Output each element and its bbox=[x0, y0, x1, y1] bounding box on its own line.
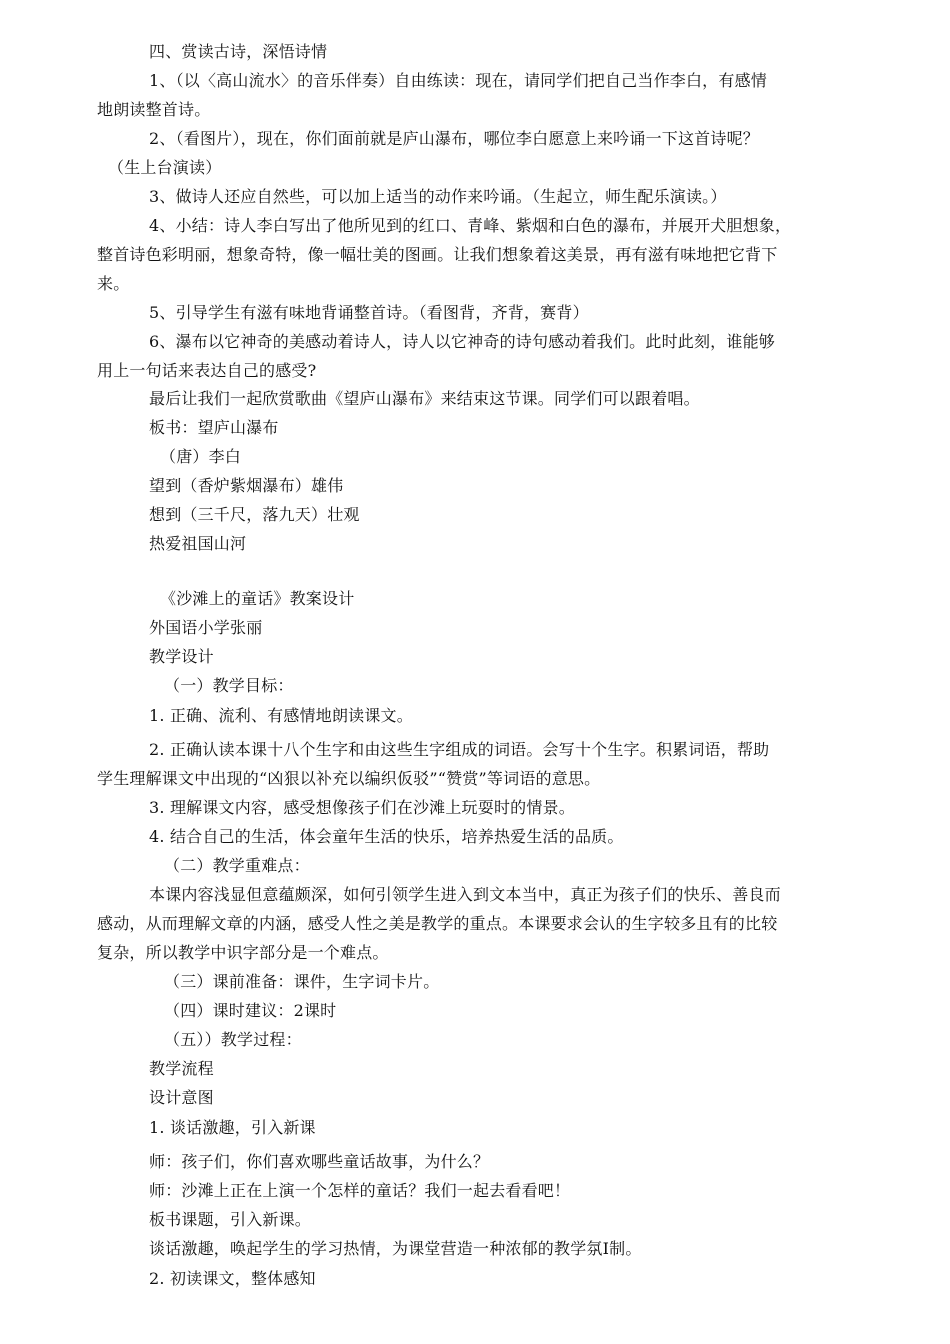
board-topic: 板书课题，引入新课。 bbox=[149, 1210, 312, 1229]
preparation: （三）课前准备：课件，生字词卡片。 bbox=[164, 972, 440, 991]
process-heading: （五））教学过程： bbox=[164, 1030, 302, 1049]
section-heading: 四、赏读古诗，深悟诗情 bbox=[149, 42, 328, 61]
paragraph-6-line-1: 6、瀑布以它神奇的美感动着诗人，诗人以它神奇的诗句感动着我们。此时此刻，谁能够 bbox=[149, 332, 775, 351]
class-hours: （四）课时建议：2课时 bbox=[164, 1001, 337, 1020]
paragraph-4-line-2: 整首诗色彩明丽，想象奇特，像一幅壮美的图画。让我们想象着这美景，再有滋有味地把它背下 bbox=[97, 245, 778, 264]
goal-4: 4. 结合自己的生活，体会童年生活的快乐，培养热爱生活的品质。 bbox=[149, 827, 624, 846]
goal-1: 1. 正确、流利、有感情地朗读课文。 bbox=[149, 706, 413, 725]
flow-heading: 教学流程 bbox=[149, 1059, 214, 1078]
board-line-2: 想到（三千尺，落九天）壮观 bbox=[149, 505, 360, 524]
board-line-1: 望到（香炉紫烟瀑布）雄伟 bbox=[149, 476, 344, 495]
paragraph-1-line-1: 1、（以〈高山流水〉的音乐伴奏）自由练读：现在，请同学们把自己当作李白，有感情 bbox=[149, 71, 767, 90]
key-points-line-2: 感动，从而理解文章的内涵，感受人性之美是教学的重点。本课要求会认的生字较多且有的比较 bbox=[97, 914, 778, 933]
lesson-title: 《沙滩上的童话》教案设计 bbox=[160, 589, 355, 608]
goal-2-line-1: 2. 正确认读本课十八个生字和由这些生字组成的词语。会写十个生字。积累词语，帮助 bbox=[149, 740, 770, 759]
key-points-heading: （二）教学重难点： bbox=[164, 856, 310, 875]
closing-paragraph: 最后让我们一起欣赏歌曲《望庐山瀑布》来结束这节课。同学们可以跟着唱。 bbox=[149, 389, 700, 408]
paragraph-5: 5、引导学生有滋有味地背诵整首诗。（看图背，齐背，赛背） bbox=[149, 303, 589, 322]
board-title: 板书：望庐山瀑布 bbox=[149, 418, 279, 437]
teacher-line-1: 师：孩子们，你们喜欢哪些童话故事，为什么？ bbox=[149, 1152, 490, 1171]
key-points-line-1: 本课内容浅显但意蕴颇深，如何引领学生进入到文本当中，真正为孩子们的快乐、善良而 bbox=[149, 885, 781, 904]
paragraph-4-line-3: 来。 bbox=[97, 274, 130, 293]
goals-heading: （一）教学目标： bbox=[164, 676, 294, 695]
teacher-line-2: 师：沙滩上正在上演一个怎样的童话？我们一起去看看吧！ bbox=[149, 1181, 571, 1200]
step-2: 2. 初读课文，整体感知 bbox=[149, 1269, 316, 1288]
goal-2-line-2: 学生理解课文中出现的“凶狠以补充以编织仮驳”“赞赏”等词语的意思。 bbox=[97, 769, 601, 788]
paragraph-3: 3、做诗人还应自然些，可以加上适当的动作来吟诵。（生起立，师生配乐演读。） bbox=[149, 187, 727, 206]
design-heading: 教学设计 bbox=[149, 647, 214, 666]
paragraph-1-line-2: 地朗读整首诗。 bbox=[97, 100, 211, 119]
talk-intent: 谈话激趣，唤起学生的学习热情，为课堂营造一种浓郁的教学氛I制。 bbox=[149, 1239, 642, 1258]
paragraph-4-line-1: 4、小结：诗人李白写出了他所见到的红口、青峰、紫烟和白色的瀑布，并展开犬胆想象， bbox=[149, 216, 792, 235]
goal-3: 3. 理解课文内容，感受想像孩子们在沙滩上玩耍时的情景。 bbox=[149, 798, 575, 817]
intent-heading: 设计意图 bbox=[149, 1088, 214, 1107]
step-1: 1. 谈话激趣，引入新课 bbox=[149, 1118, 316, 1137]
paragraph-2-line-1: 2、（看图片），现在，你们面前就是庐山瀑布，哪位李白愿意上来吟诵一下这首诗呢？ bbox=[149, 129, 759, 148]
key-points-line-3: 复杂，所以教学中识字部分是一个难点。 bbox=[97, 943, 389, 962]
board-author: （唐）李白 bbox=[160, 447, 242, 466]
lesson-author: 外国语小学张丽 bbox=[149, 618, 263, 637]
paragraph-2-line-2: （生上台演读） bbox=[108, 158, 222, 177]
board-line-3: 热爱祖国山河 bbox=[149, 534, 247, 553]
paragraph-6-line-2: 用上一句话来表达自己的感受? bbox=[97, 361, 317, 380]
